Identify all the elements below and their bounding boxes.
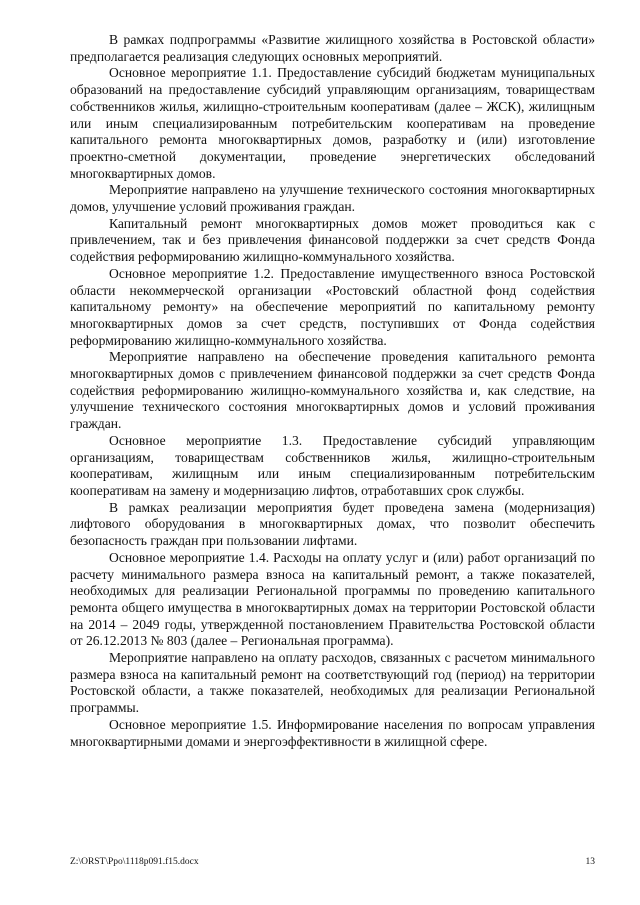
paragraph: Основное мероприятие 1.4. Расходы на оплату услуг и (или) работ организаций по расчету минимального размера взноса на капитальный ремонт, а также показателей, необходимых для реализации Региональной программы по проведению капитального ремонта общего имущества в многоквартирных домах на территории Ростовской области на 2014 – 2049 годы, утвержденной постановлением Правительства Ростовской области от 26.12.2013 № 803 (далее – Региональная программа). <box>70 549 595 649</box>
paragraph: Основное мероприятие 1.3. Предоставление субсидий управляющим организациям, товариществам собственников жилья, жилищно-строительным кооперативам, жилищным или иным специализированным потребительским кооперативам на замену и модернизацию лифтов, отработавших срок службы. <box>70 432 595 498</box>
paragraph: Мероприятие направлено на обеспечение проведения капитального ремонта многоквартирных домов с привлечением финансовой поддержки за счет средств Фонда содействия реформированию жилищно-коммунального хозяйства и, как следствие, на улучшение технического состояния многоквартирных домов и условий проживания граждан. <box>70 349 595 432</box>
document-body <box>70 32 595 750</box>
page-number: 13 <box>585 857 595 867</box>
footer-file-path: Z:\ORST\Ppo\1118p091.f15.docx <box>70 857 199 867</box>
paragraph: В рамках подпрограммы «Развитие жилищного хозяйства в Ростовской области» предполагается реализация следующих основных мероприятий. <box>70 32 595 64</box>
paragraph: Капитальный ремонт многоквартирных домов может проводиться как с привлечением, так и без привлечения финансовой поддержки за счет средств Фонда содействия реформированию жилищно-коммунального хозяйства. <box>70 215 595 265</box>
paragraph: Основное мероприятие 1.5. Информирование населения по вопросам управления многоквартирными домами и энергоэффективности в жилищной сфере. <box>70 716 595 749</box>
paragraph: Основное мероприятие 1.2. Предоставление имущественного взноса Ростовской области некоммерческой организации «Ростовский областной фонд содействия капитальному ремонту» на обеспечение мероприятий по капитальному ремонту многоквартирных домов за счет средств, поступивших от Фонда содействия реформированию жилищно-коммунального хозяйства. <box>70 265 595 348</box>
paragraph: Мероприятие направлено на улучшение технического состояния многоквартирных домов, улучшение условий проживания граждан. <box>70 182 595 215</box>
paragraph: Основное мероприятие 1.1. Предоставление субсидий бюджетам муниципальных образований на предоставление субсидий управляющим организациям, товариществам собственников жилья, жилищно-строительным кооперативам (далее – ЖСК), жилищным или иным специализированным потребительским кооперативам на проведение капитального ремонта многоквартирных домов, разработку и (или) изготовление проектно-сметной документации, проведение энергетических обследований многоквартирных домов. <box>70 65 595 181</box>
paragraph: В рамках реализации мероприятия будет проведена замена (модернизация) лифтового оборудования в многоквартирных домах, что позволит обеспечить безопасность граждан при пользовании лифтами. <box>70 499 595 549</box>
paragraph: Мероприятие направлено на оплату расходов, связанных с расчетом минимального размера взноса на капитальный ремонт на соответствующий год (период) на территории Ростовской области, а также показателей, необходимых для реализации Региональной программы. <box>70 650 595 716</box>
